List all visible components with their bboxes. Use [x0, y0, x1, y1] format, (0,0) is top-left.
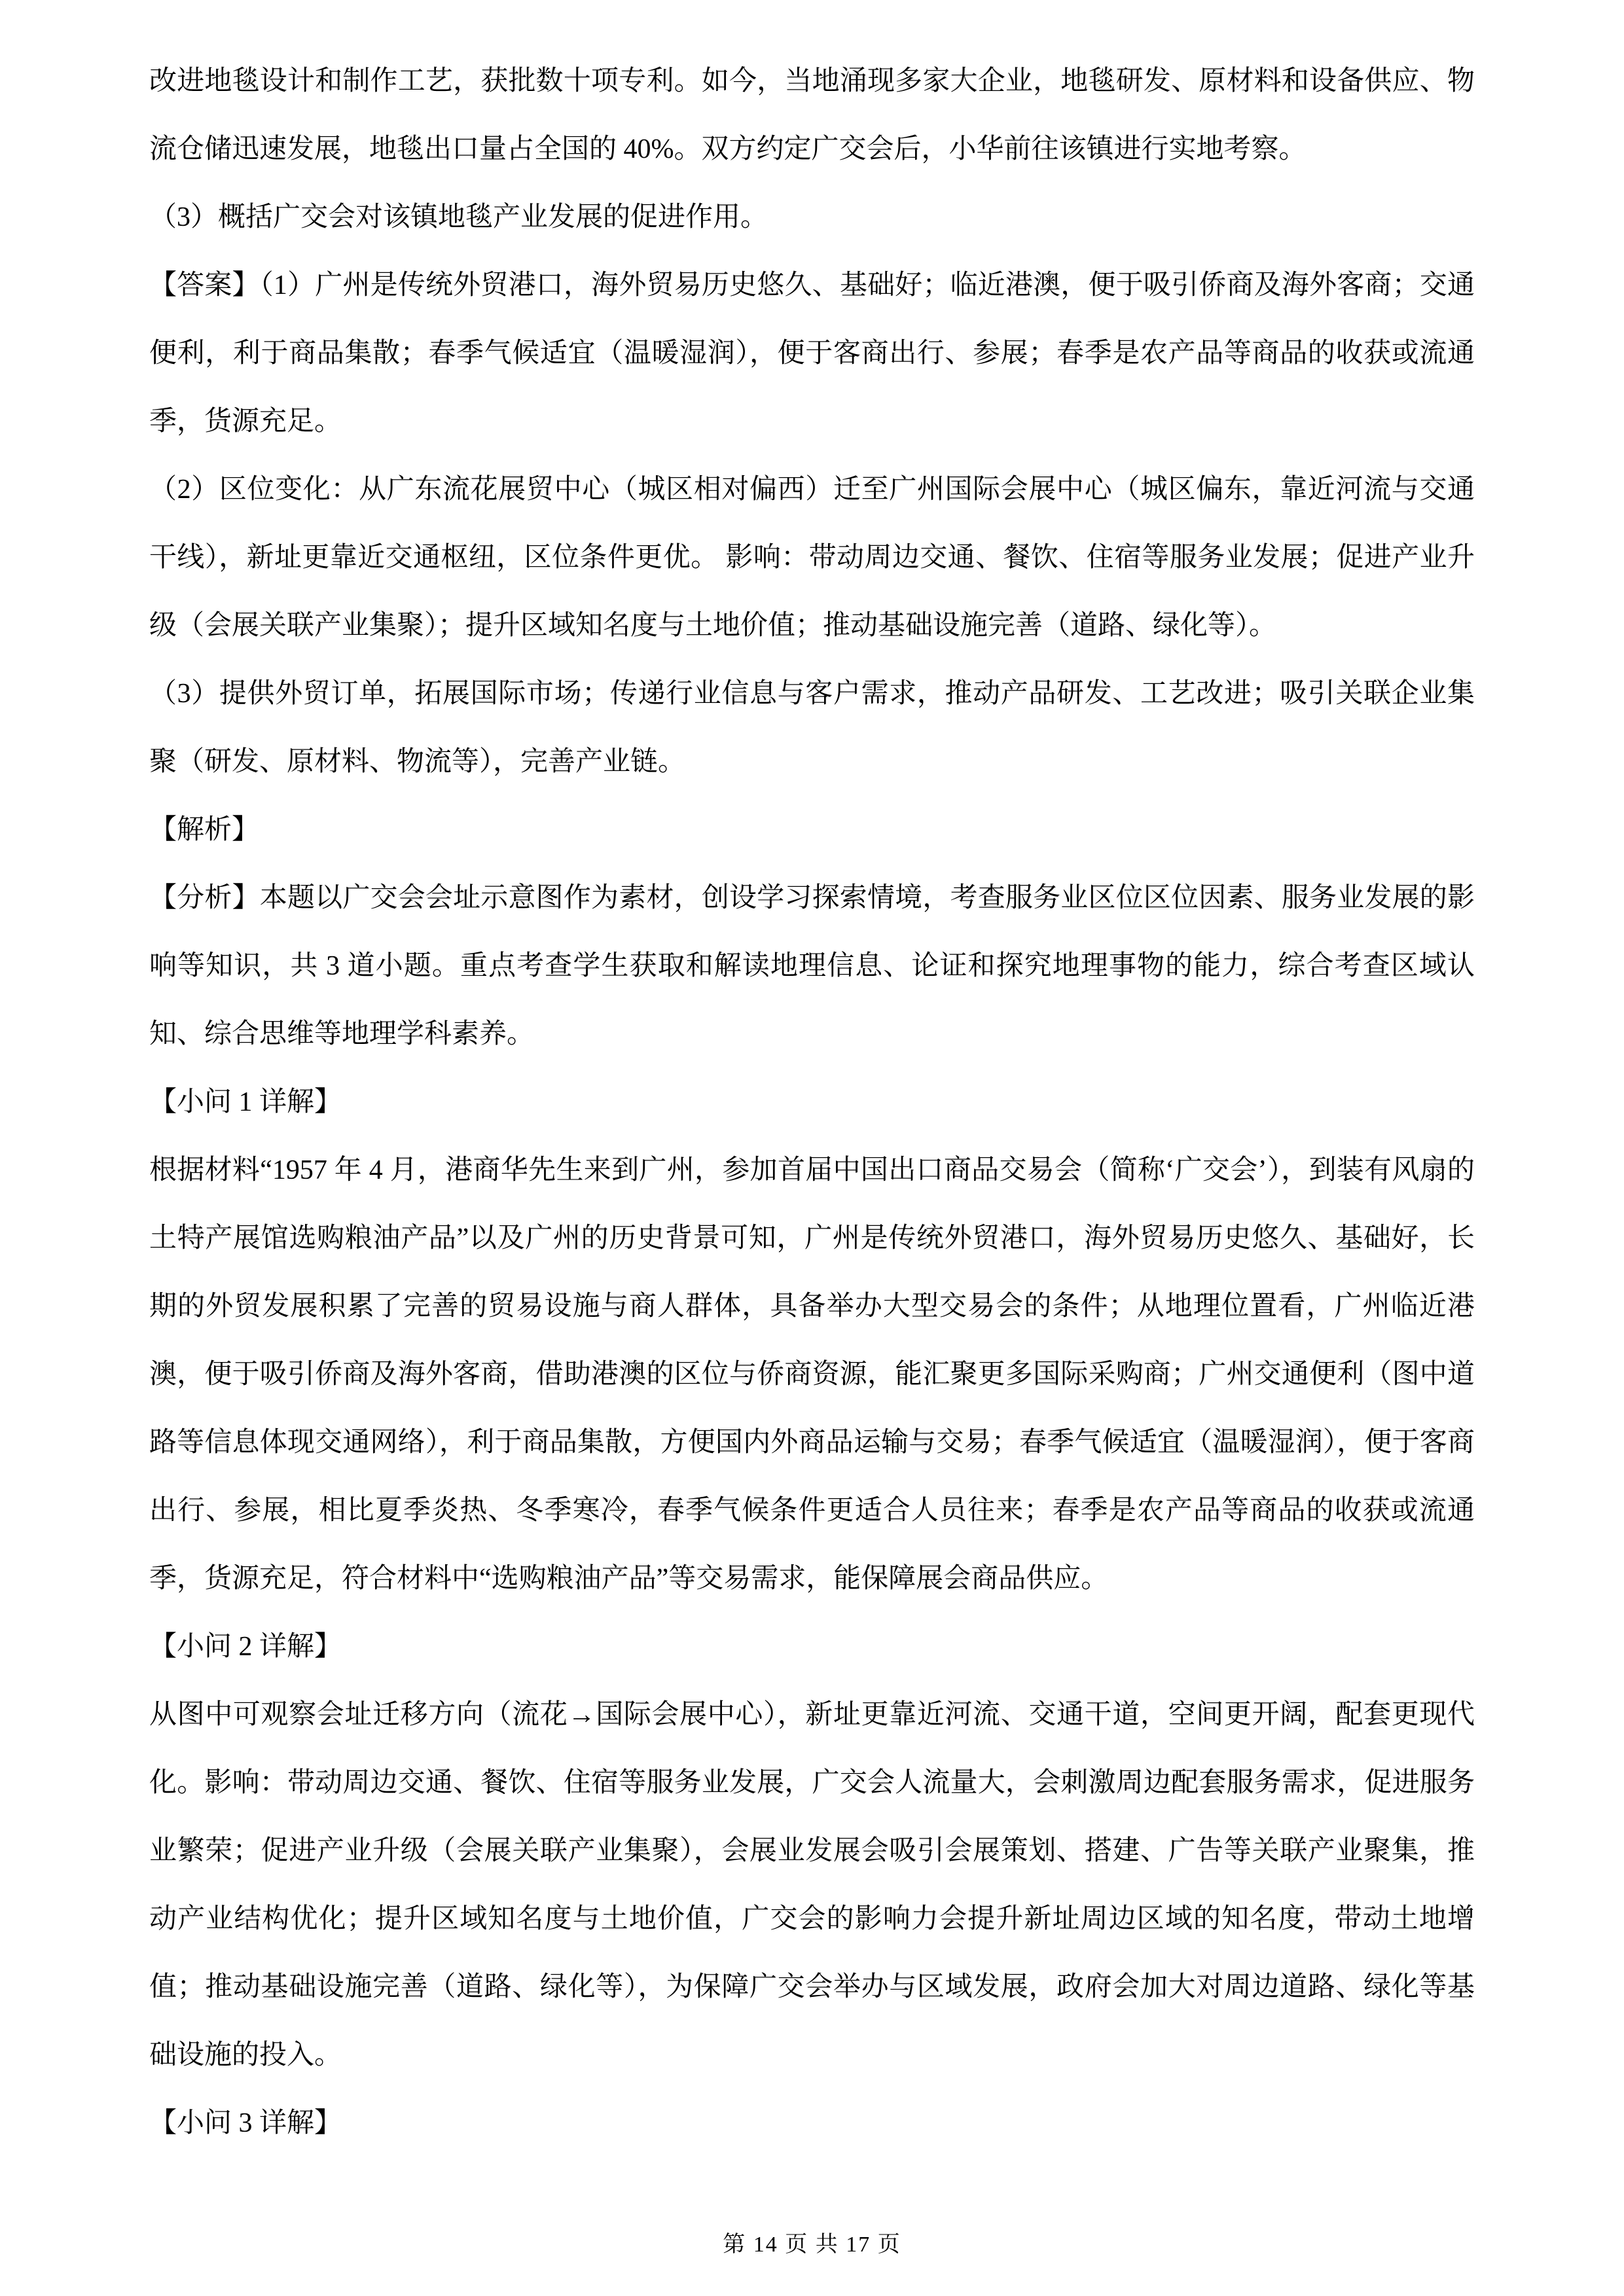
document-body [149, 47, 1475, 2157]
question-3-paragraph: （3）概括广交会对该镇地毯产业发展的促进作用。 [149, 202, 768, 232]
sub-question-2-header: 【小问 2 详解】 [149, 1632, 342, 1662]
analysis-header: 【解析】 [149, 815, 260, 845]
sub-question-1-header: 【小问 1 详解】 [149, 1087, 342, 1117]
answer-part-3-paragraph: （3）提供外贸订单，拓展国际市场；传递行业信息与客户需求，推动产品研发、工艺改进；吸引关联企业集聚（研发、原材料、物流等），完善产业链。 [149, 679, 1475, 777]
sub-question-3-header: 【小问 3 详解】 [149, 2108, 342, 2138]
analysis-paragraph: 【分析】本题以广交会会址示意图作为素材，创设学习探索情境，考查服务业区位区位因素、服务业发展的影响等知识，共 3 道小题。重点考查学生获取和解读地理信息、论证和探究地理事物的能力，综合考查区域认知、综合思维等地理学科素养。 [149, 883, 1475, 1049]
material-paragraph: 改进地毯设计和制作工艺，获批数十项专利。如今，当地涌现多家大企业，地毯研发、原材料和设备供应、物流仓储迅速发展，地毯出口量占全国的 40%。双方约定广交会后，小华前往该镇进行实地考察。 [149, 66, 1475, 164]
page-number-footer: 第 14 页 共 17 页 [723, 2233, 901, 2257]
answer-part-1-paragraph: 【答案】（1）广州是传统外贸港口，海外贸易历史悠久、基础好；临近港澳，便于吸引侨商及海外客商；交通便利，利于商品集散；春季气候适宜（温暖湿润），便于客商出行、参展；春季是农产品等商品的收获或流通季，货源充足。 [149, 270, 1475, 437]
answer-part-2-paragraph: （2）区位变化：从广东流花展贸中心（城区相对偏西）迁至广州国际会展中心（城区偏东，靠近河流与交通干线），新址更靠近交通枢纽，区位条件更优。 影响：带动周边交通、餐饮、住宿等服务业发展；促进产业升级（会展关联产业集聚）；提升区域知名度与土地价值；推动基础设施完善（道路、绿化等）。 [149, 475, 1475, 641]
sub-question-1-explanation: 根据材料“1957 年 4 月，港商华先生来到广州，参加首届中国出口商品交易会（简称‘广交会’），到装有风扇的土特产展馆选购粮油产品”以及广州的历史背景可知，广州是传统外贸港口，海外贸易历史悠久、基础好，长期的外贸发展积累了完善的贸易设施与商人群体，具备举办大型交易会的条件；从地理位置看，广州临近港澳，便于吸引侨商及海外客商，借助港澳的区位与侨商资源，能汇聚更多国际采购商；广州交通便利（图中道路等信息体现交通网络），利于商品集散，方便国内外商品运输与交易；春季气候适宜（温暖湿润），便于客商出行、参展，相比夏季炎热、冬季寒冷，春季气候条件更适合人员往来；春季是农产品等商品的收获或流通季，货源充足，符合材料中“选购粮油产品”等交易需求，能保障展会商品供应。 [149, 1155, 1475, 1594]
sub-question-2-explanation: 从图中可观察会址迁移方向（流花→国际会展中心），新址更靠近河流、交通干道，空间更开阔，配套更现代化。影响：带动周边交通、餐饮、住宿等服务业发展，广交会人流量大，会刺激周边配套服务需求，促进服务业繁荣；促进产业升级（会展关联产业集聚），会展业发展会吸引会展策划、搭建、广告等关联产业聚集，推动产业结构优化；提升区域知名度与土地价值，广交会的影响力会提升新址周边区域的知名度，带动土地增值；推动基础设施完善（道路、绿化等），为保障广交会举办与区域发展，政府会加大对周边道路、绿化等基础设施的投入。 [149, 1700, 1475, 2070]
